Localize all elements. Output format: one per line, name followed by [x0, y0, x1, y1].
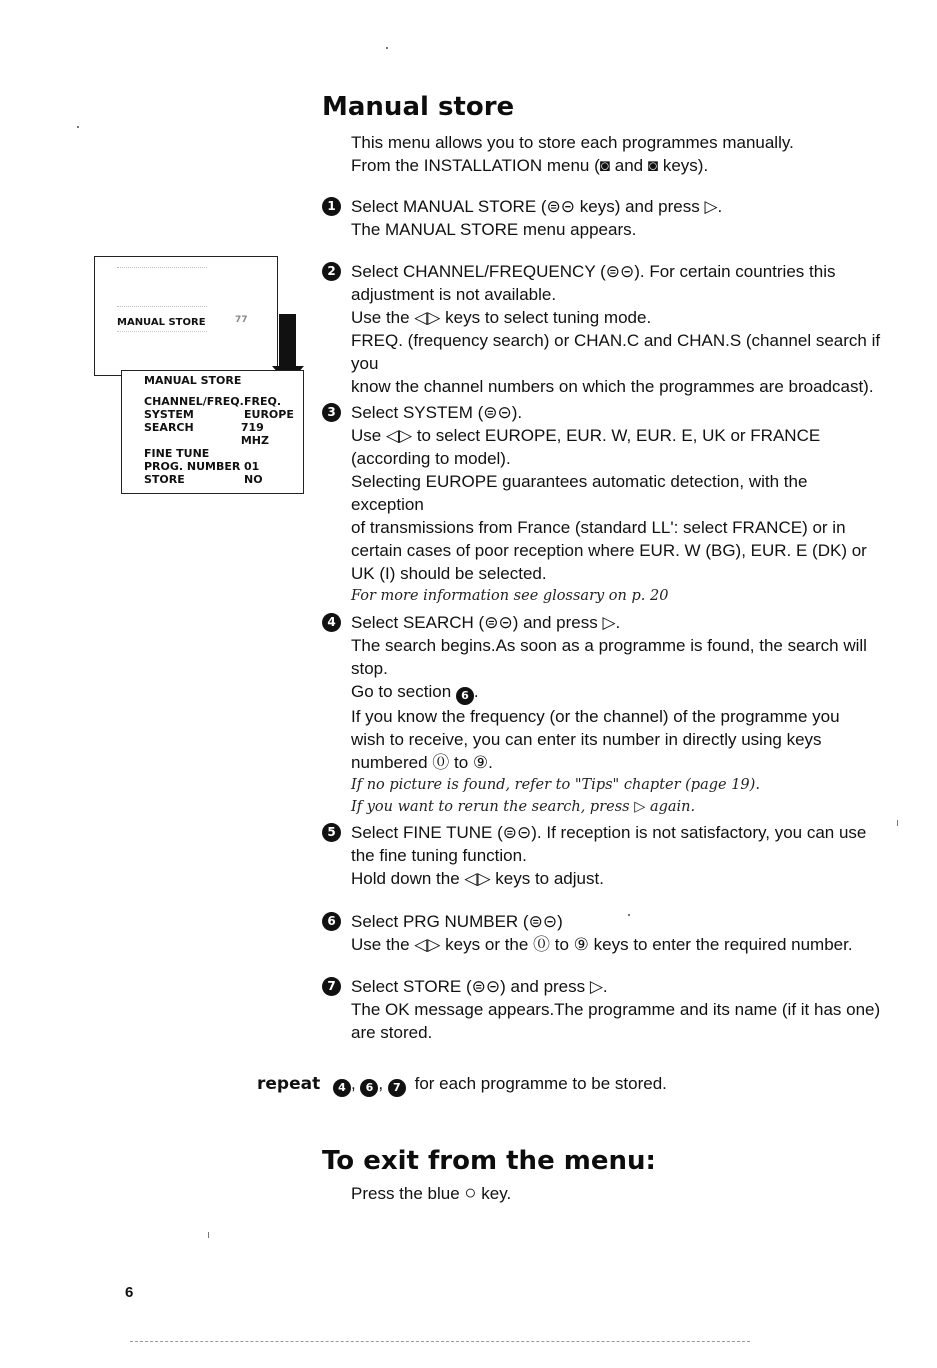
- goto-text: Go to section: [351, 682, 452, 701]
- step-line: UK (I) should be selected.: [351, 564, 547, 583]
- menu-row: SYSTEM EUROPE: [144, 408, 294, 421]
- arrow-down-icon: [279, 314, 296, 374]
- menu-rows: [144, 395, 294, 486]
- step-line: Select SEARCH (⊜⊝) and press ▷.: [351, 613, 621, 632]
- step-line: Select SYSTEM (⊜⊝).: [351, 403, 523, 422]
- exit-text-after: key.: [481, 1184, 512, 1203]
- step-3: [322, 401, 882, 607]
- step-line: of transmissions from France (standard LL': select FRANCE) or in: [351, 518, 846, 537]
- step-line: Select MANUAL STORE (⊜⊝ keys) and press ▷.: [351, 197, 723, 216]
- step-4: [322, 611, 882, 818]
- step-line: Select CHANNEL/FREQUENCY (⊜⊝). For certain countries this: [351, 262, 836, 281]
- step-number: 6: [322, 912, 341, 931]
- step-line: wish to receive, you can enter its number in directly using keys: [351, 730, 822, 749]
- step-line: FREQ. (frequency search) or CHAN.C and CHAN.S (channel search if you: [351, 331, 881, 373]
- step-1: [322, 195, 882, 241]
- step-note: For more information see glossary on p. 20: [351, 588, 669, 604]
- step-line: Use the ◁▷ keys to select tuning mode.: [351, 308, 652, 327]
- step-line: The search begins.As soon as a programme is found, the search will stop.: [351, 636, 867, 678]
- repeat-step-number: 4: [333, 1079, 351, 1097]
- intro-line: This menu allows you to store each programmes manually.: [351, 133, 794, 152]
- back-menu-value: 77: [235, 315, 248, 325]
- scan-speck: [386, 47, 388, 49]
- menu-row: PROG. NUMBER 01: [144, 460, 260, 473]
- exit-text: [351, 1182, 511, 1205]
- exit-title: To exit from the menu:: [322, 1146, 656, 1176]
- step-line: Hold down the ◁▷ keys to adjust.: [351, 869, 604, 888]
- step-line: are stored.: [351, 1023, 433, 1042]
- scan-speck: [628, 914, 630, 916]
- faded-menu-text: [117, 331, 207, 358]
- step-line: adjustment is not available.: [351, 285, 557, 304]
- scan-speck: [208, 1232, 209, 1238]
- step-line: certain cases of poor reception where EUR. W (BG), EUR. E (DK) or: [351, 541, 867, 560]
- step-line: Select FINE TUNE (⊜⊝). If reception is not satisfactory, you can use: [351, 823, 867, 842]
- scan-speck: [77, 126, 79, 128]
- step-line: Select PRG NUMBER (⊜⊝): [351, 912, 563, 931]
- step-line: Use the ◁▷ keys or the ⓪ to ⑨ keys to enter the required number.: [351, 935, 853, 954]
- repeat-line: repeat 4 , 6 , 7 for each programme to be stored.: [257, 1072, 667, 1097]
- repeat-text: for each programme to be stored.: [414, 1074, 667, 1093]
- step-note: If you want to rerun the search, press ▷ again.: [351, 799, 696, 815]
- step-number: 4: [322, 613, 341, 632]
- step-line: Go to section 6 .: [351, 680, 882, 705]
- step-line: the fine tuning function.: [351, 846, 527, 865]
- step-line: If you know the frequency (or the channel) of the programme you: [351, 707, 840, 726]
- back-menu-label: MANUAL STORE: [117, 317, 206, 328]
- menu-row: SEARCH 719 MHZ: [144, 421, 269, 447]
- intro: [351, 131, 794, 177]
- page-number: 6: [125, 1284, 134, 1301]
- blue-key-icon: ○: [464, 1182, 477, 1204]
- menu-title: MANUAL STORE: [144, 374, 242, 387]
- step-number: 5: [322, 823, 341, 842]
- exit-text-before: Press the blue: [351, 1184, 460, 1203]
- scan-edge-line: [130, 1341, 750, 1342]
- tv-back-menu: [94, 256, 278, 376]
- step-line: Select STORE (⊜⊝) and press ▷.: [351, 977, 608, 996]
- step-7: [322, 975, 882, 1044]
- step-line: (according to model).: [351, 449, 511, 468]
- repeat-label: repeat: [257, 1074, 321, 1094]
- menu-row: CHANNEL/FREQ. FREQ.: [144, 395, 282, 408]
- menu-row: FINE TUNE: [144, 447, 210, 460]
- step-6: [322, 910, 882, 956]
- step-line: Use ◁▷ to select EUROPE, EUR. W, EUR. E, UK or FRANCE: [351, 426, 821, 445]
- menu-row: STORE NO: [144, 473, 263, 486]
- step-line: The MANUAL STORE menu appears.: [351, 220, 637, 239]
- page-title: Manual store: [322, 92, 515, 122]
- step-number: 1: [322, 197, 341, 216]
- step-note: If no picture is found, refer to "Tips" chapter (page 19).: [351, 777, 760, 793]
- scan-speck: [897, 820, 898, 826]
- step-line: Selecting EUROPE guarantees automatic detection, with the exception: [351, 472, 808, 514]
- repeat-step-number: 6: [360, 1079, 378, 1097]
- intro-line: From the INSTALLATION menu (◙ and ◙ keys).: [351, 156, 709, 175]
- step-line: numbered ⓪ to ⑨.: [351, 753, 493, 772]
- step-number: 2: [322, 262, 341, 281]
- section-ref-number: 6: [456, 687, 474, 705]
- step-5: [322, 821, 882, 890]
- repeat-step-number: 7: [388, 1079, 406, 1097]
- step-line: The OK message appears.The programme and its name (if it has one): [351, 1000, 881, 1019]
- step-number: 3: [322, 403, 341, 422]
- tv-front-menu: [121, 370, 304, 494]
- step-2: [322, 260, 882, 398]
- faded-menu-text: [117, 267, 207, 307]
- step-line: know the channel numbers on which the programmes are broadcast).: [351, 377, 874, 396]
- step-number: 7: [322, 977, 341, 996]
